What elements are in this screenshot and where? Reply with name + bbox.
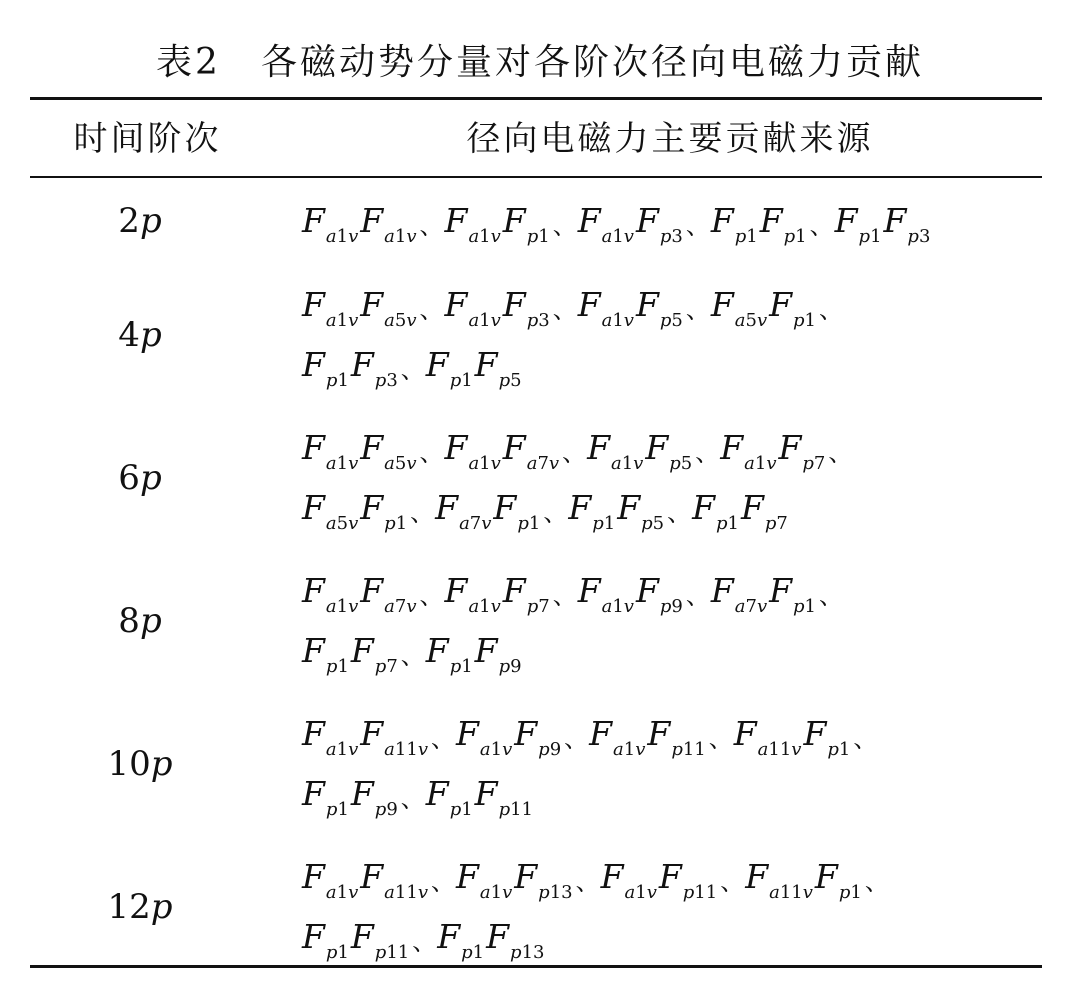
mmf-component: $F_{p3}$ bbox=[502, 285, 550, 331]
force-product-term bbox=[302, 714, 430, 760]
mmf-component: $F_{p1}$ bbox=[692, 488, 739, 534]
mmf-component: $F_{a7v}$ bbox=[435, 488, 492, 534]
mmf-component: $F_{p1}$ bbox=[568, 488, 616, 534]
time-order-cell: 4p bbox=[118, 315, 162, 355]
time-order-cell: 2p bbox=[118, 201, 162, 241]
mmf-component: $F_{p7}$ bbox=[502, 571, 550, 617]
force-product-term bbox=[733, 714, 853, 760]
mmf-component: $F_{a11v}$ bbox=[360, 714, 428, 760]
separator: 、 bbox=[419, 582, 444, 610]
mmf-component: $F_{p9}$ bbox=[350, 774, 398, 820]
mmf-component: $F_{p3}$ bbox=[635, 201, 683, 247]
table-title: 各磁动势分量对各阶次径向电磁力贡献 bbox=[260, 42, 924, 83]
header-time-order: 时间阶次 bbox=[73, 119, 222, 159]
mmf-component: $F_{p13}$ bbox=[514, 857, 573, 903]
separator: 、 bbox=[400, 642, 425, 670]
separator: 、 bbox=[552, 582, 577, 610]
mmf-component: $F_{a7v}$ bbox=[502, 428, 560, 474]
mmf-component: $F_{p5}$ bbox=[645, 428, 693, 474]
header-force-source: 径向电磁力主要贡献来源 bbox=[466, 119, 874, 159]
mmf-component: $F_{a1v}$ bbox=[720, 428, 777, 474]
force-product-term bbox=[577, 201, 685, 247]
separator: 、 bbox=[400, 785, 425, 813]
separator: 、 bbox=[419, 212, 444, 240]
mmf-component: $F_{a1v}$ bbox=[600, 857, 657, 903]
mmf-component: $F_{p1}$ bbox=[502, 201, 550, 247]
separator: 、 bbox=[809, 212, 834, 240]
mmf-component: $F_{a1v}$ bbox=[589, 714, 646, 760]
mmf-component: $F_{a5v}$ bbox=[302, 488, 359, 534]
mmf-component: $F_{p1}$ bbox=[302, 345, 349, 391]
mmf-component: $F_{a1v}$ bbox=[444, 571, 501, 617]
force-product-term bbox=[720, 428, 827, 474]
separator: 、 bbox=[562, 439, 587, 467]
separator: 、 bbox=[720, 868, 745, 896]
mmf-component: $F_{a1v}$ bbox=[455, 714, 513, 760]
table-caption bbox=[0, 34, 1080, 85]
force-product-term bbox=[455, 714, 563, 760]
mmf-component: $F_{a11v}$ bbox=[745, 857, 813, 903]
mmf-component: $F_{a7v}$ bbox=[360, 571, 417, 617]
mmf-component: $F_{p5}$ bbox=[617, 488, 665, 534]
force-product-term bbox=[302, 774, 400, 820]
mmf-component: $F_{p5}$ bbox=[474, 345, 522, 391]
separator: 、 bbox=[419, 296, 444, 324]
mmf-component: $F_{a1v}$ bbox=[360, 201, 417, 247]
mmf-component: $F_{p11}$ bbox=[647, 714, 706, 760]
time-order-cell: 8p bbox=[118, 601, 162, 641]
mmf-component: $F_{a1v}$ bbox=[302, 285, 359, 331]
mmf-component: $F_{p1}$ bbox=[302, 774, 349, 820]
force-product-term bbox=[834, 201, 933, 247]
force-source-line bbox=[302, 280, 844, 330]
mmf-component: $F_{p1}$ bbox=[302, 917, 349, 963]
mmf-component: $F_{p11}$ bbox=[474, 774, 534, 820]
time-order-cell: 6p bbox=[118, 458, 162, 498]
force-product-term bbox=[692, 488, 790, 534]
separator: 、 bbox=[552, 296, 577, 324]
force-product-term bbox=[425, 345, 524, 391]
force-product-term bbox=[435, 488, 542, 534]
force-product-term bbox=[568, 488, 666, 534]
mmf-component: $F_{p13}$ bbox=[486, 917, 545, 963]
mmf-component: $F_{p1}$ bbox=[814, 857, 862, 903]
mmf-component: $F_{p7}$ bbox=[778, 428, 826, 474]
mmf-component: $F_{a1v}$ bbox=[302, 428, 359, 474]
mmf-component: $F_{a1v}$ bbox=[577, 571, 634, 617]
force-source-line bbox=[302, 852, 890, 902]
separator: 、 bbox=[575, 868, 600, 896]
force-product-term bbox=[444, 285, 552, 331]
mmf-component: $F_{a11v}$ bbox=[360, 857, 428, 903]
force-product-term bbox=[587, 428, 694, 474]
mmf-component: $F_{p1}$ bbox=[493, 488, 541, 534]
force-source-line bbox=[302, 483, 790, 533]
force-product-term bbox=[302, 201, 419, 247]
separator: 、 bbox=[430, 725, 455, 753]
separator: 、 bbox=[695, 439, 720, 467]
force-product-term bbox=[444, 201, 552, 247]
force-product-term bbox=[425, 774, 535, 820]
mmf-component: $F_{a11v}$ bbox=[733, 714, 802, 760]
top-rule bbox=[30, 97, 1042, 100]
mmf-component: $F_{a1v}$ bbox=[587, 428, 644, 474]
mmf-component: $F_{p1}$ bbox=[759, 201, 807, 247]
mmf-component: $F_{a1v}$ bbox=[444, 428, 501, 474]
mmf-component: $F_{p1}$ bbox=[437, 917, 485, 963]
mmf-component: $F_{p1}$ bbox=[302, 631, 349, 677]
mmf-component: $F_{p11}$ bbox=[658, 857, 718, 903]
mmf-component: $F_{a1v}$ bbox=[302, 714, 359, 760]
separator: 、 bbox=[419, 439, 444, 467]
mmf-component: $F_{p1}$ bbox=[710, 201, 758, 247]
mmf-component: $F_{p1}$ bbox=[803, 714, 851, 760]
force-product-term bbox=[600, 857, 720, 903]
force-product-term bbox=[710, 285, 818, 331]
mmf-component: $F_{p1}$ bbox=[425, 345, 473, 391]
force-product-term bbox=[745, 857, 864, 903]
separator: 、 bbox=[708, 725, 733, 753]
force-product-term bbox=[302, 571, 419, 617]
force-source-line bbox=[302, 340, 524, 390]
force-product-term bbox=[302, 857, 430, 903]
table-number: 表2 bbox=[156, 42, 221, 83]
separator: 、 bbox=[543, 499, 568, 527]
force-product-term bbox=[302, 285, 419, 331]
mmf-component: $F_{a1v}$ bbox=[444, 201, 501, 247]
force-source-line bbox=[302, 566, 844, 616]
mmf-component: $F_{p1}$ bbox=[769, 571, 816, 617]
header-rule bbox=[30, 176, 1042, 178]
mmf-component: $F_{p7}$ bbox=[740, 488, 788, 534]
mmf-component: $F_{p1}$ bbox=[425, 631, 473, 677]
mmf-component: $F_{p1}$ bbox=[360, 488, 408, 534]
separator: 、 bbox=[564, 725, 589, 753]
mmf-component: $F_{p7}$ bbox=[350, 631, 398, 677]
mmf-component: $F_{a5v}$ bbox=[360, 428, 417, 474]
separator: 、 bbox=[412, 928, 437, 956]
separator: 、 bbox=[552, 212, 577, 240]
mmf-component: $F_{p11}$ bbox=[350, 917, 410, 963]
force-source-line bbox=[302, 423, 853, 473]
mmf-component: $F_{a1v}$ bbox=[302, 857, 359, 903]
mmf-component: $F_{p9}$ bbox=[514, 714, 562, 760]
mmf-component: $F_{a5v}$ bbox=[710, 285, 768, 331]
force-product-term bbox=[302, 917, 411, 963]
force-source-line bbox=[302, 912, 546, 962]
separator: 、 bbox=[819, 296, 843, 324]
force-product-term bbox=[710, 201, 809, 247]
mmf-component: $F_{a1v}$ bbox=[302, 201, 359, 247]
force-source-line bbox=[302, 626, 524, 676]
bottom-rule bbox=[30, 965, 1042, 968]
force-product-term bbox=[577, 571, 685, 617]
force-product-term bbox=[302, 428, 419, 474]
force-product-term bbox=[425, 631, 524, 677]
separator: 、 bbox=[853, 725, 878, 753]
mmf-component: $F_{p3}$ bbox=[883, 201, 931, 247]
mmf-component: $F_{a1v}$ bbox=[577, 285, 634, 331]
mmf-component: $F_{p9}$ bbox=[474, 631, 522, 677]
mmf-component: $F_{a1v}$ bbox=[577, 201, 634, 247]
mmf-component: $F_{a7v}$ bbox=[710, 571, 768, 617]
separator: 、 bbox=[864, 868, 889, 896]
force-source-line bbox=[302, 709, 878, 759]
force-product-term bbox=[444, 571, 552, 617]
force-source-line bbox=[302, 196, 932, 246]
separator: 、 bbox=[400, 356, 425, 384]
mmf-component: $F_{a1v}$ bbox=[444, 285, 501, 331]
mmf-component: $F_{a1v}$ bbox=[455, 857, 513, 903]
mmf-component: $F_{p1}$ bbox=[425, 774, 473, 820]
separator: 、 bbox=[667, 499, 692, 527]
mmf-component: $F_{a5v}$ bbox=[360, 285, 417, 331]
force-product-term bbox=[302, 345, 400, 391]
force-product-term bbox=[437, 917, 546, 963]
force-product-term bbox=[455, 857, 575, 903]
time-order-cell: 12p bbox=[107, 887, 173, 927]
separator: 、 bbox=[410, 499, 435, 527]
force-product-term bbox=[444, 428, 562, 474]
force-product-term bbox=[302, 631, 400, 677]
separator: 、 bbox=[828, 439, 853, 467]
separator: 、 bbox=[685, 582, 710, 610]
separator: 、 bbox=[685, 212, 710, 240]
force-product-term bbox=[577, 285, 685, 331]
mmf-component: $F_{p5}$ bbox=[635, 285, 683, 331]
force-source-line bbox=[302, 769, 535, 819]
mmf-component: $F_{p1}$ bbox=[769, 285, 816, 331]
mmf-component: $F_{p9}$ bbox=[635, 571, 683, 617]
force-product-term bbox=[710, 571, 818, 617]
separator: 、 bbox=[685, 296, 710, 324]
separator: 、 bbox=[430, 868, 455, 896]
mmf-component: $F_{p3}$ bbox=[350, 345, 398, 391]
force-product-term bbox=[302, 488, 409, 534]
separator: 、 bbox=[819, 582, 843, 610]
mmf-component: $F_{a1v}$ bbox=[302, 571, 359, 617]
force-product-term bbox=[589, 714, 708, 760]
mmf-component: $F_{p1}$ bbox=[834, 201, 882, 247]
time-order-cell: 10p bbox=[107, 744, 173, 784]
